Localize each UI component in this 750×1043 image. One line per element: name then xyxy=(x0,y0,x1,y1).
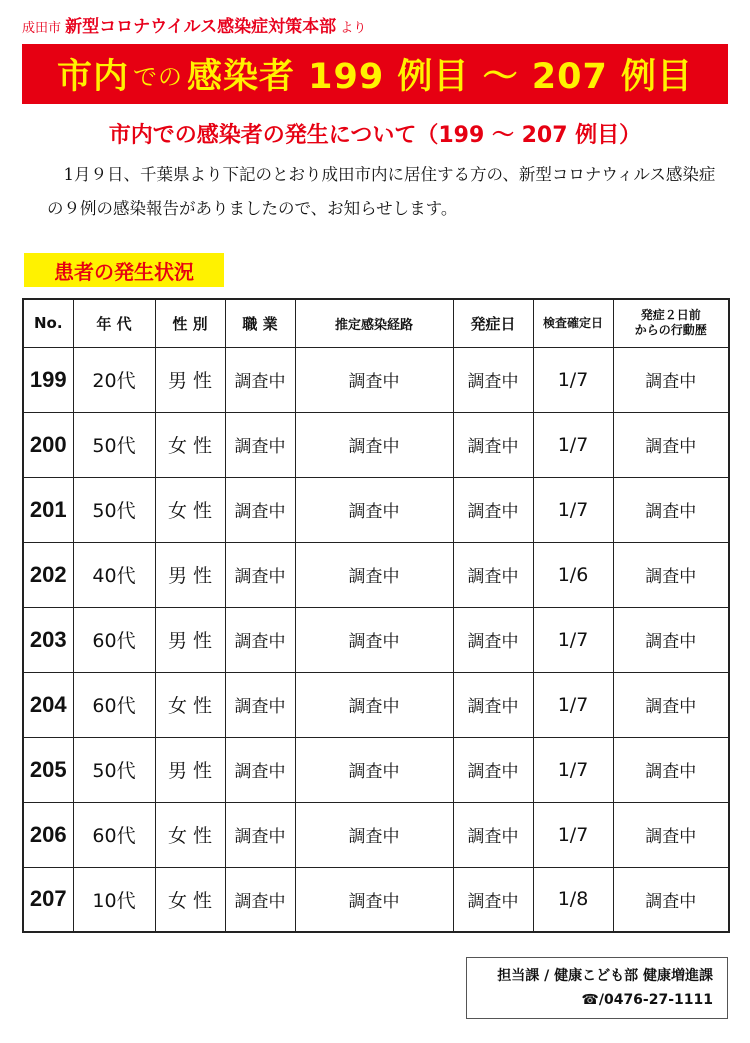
cell-age: 20代 xyxy=(73,347,155,412)
cell-onset: 調査中 xyxy=(453,867,533,932)
cell-no: 202 xyxy=(23,542,73,607)
cell-sex: 男 性 xyxy=(155,542,225,607)
cell-confirmed: 1/7 xyxy=(533,477,613,542)
cell-no: 203 xyxy=(23,607,73,672)
issuer-headquarters: 新型コロナウイルス感染症対策本部 xyxy=(65,17,337,37)
table-row xyxy=(23,477,729,542)
table-row xyxy=(23,607,729,672)
cell-sex: 女 性 xyxy=(155,672,225,737)
cell-route: 調査中 xyxy=(295,867,453,932)
banner-city-inside: 市内 xyxy=(56,57,129,97)
cell-route: 調査中 xyxy=(295,347,453,412)
cell-route: 調査中 xyxy=(295,607,453,672)
cell-age: 60代 xyxy=(73,607,155,672)
cell-route: 調査中 xyxy=(295,737,453,802)
cell-onset: 調査中 xyxy=(453,347,533,412)
cell-job: 調査中 xyxy=(225,412,295,477)
header-history-line2: からの行動歴 xyxy=(634,323,707,338)
table-row xyxy=(23,542,729,607)
cell-job: 調査中 xyxy=(225,542,295,607)
cell-confirmed: 1/7 xyxy=(533,802,613,867)
cell-sex: 女 性 xyxy=(155,477,225,542)
cell-sex: 女 性 xyxy=(155,802,225,867)
cell-sex: 男 性 xyxy=(155,607,225,672)
cell-onset: 調査中 xyxy=(453,542,533,607)
cell-route: 調査中 xyxy=(295,412,453,477)
table-row xyxy=(23,347,729,412)
cell-age: 50代 xyxy=(73,477,155,542)
header-no: No. xyxy=(23,299,73,347)
contact-department: 担当課 / 健康こども部 健康増進課 xyxy=(497,968,713,984)
cell-history: 調査中 xyxy=(613,672,729,737)
cell-history: 調査中 xyxy=(613,412,729,477)
cell-history: 調査中 xyxy=(613,737,729,802)
title-banner xyxy=(22,44,728,104)
cell-route: 調査中 xyxy=(295,802,453,867)
cell-sex: 女 性 xyxy=(155,867,225,932)
cell-confirmed: 1/7 xyxy=(533,412,613,477)
cell-confirmed: 1/8 xyxy=(533,867,613,932)
cell-age: 50代 xyxy=(73,737,155,802)
header-onset: 発症日 xyxy=(453,299,533,347)
cell-no: 201 xyxy=(23,477,73,542)
issuer-line xyxy=(22,12,366,37)
cell-sex: 男 性 xyxy=(155,347,225,412)
header-age: 年 代 xyxy=(73,299,155,347)
cell-job: 調査中 xyxy=(225,802,295,867)
cell-history: 調査中 xyxy=(613,347,729,412)
cell-job: 調査中 xyxy=(225,737,295,802)
cell-confirmed: 1/7 xyxy=(533,347,613,412)
header-confirmed: 検査確定日 xyxy=(533,299,613,347)
cell-no: 206 xyxy=(23,802,73,867)
cell-no: 204 xyxy=(23,672,73,737)
header-job: 職 業 xyxy=(225,299,295,347)
table-header-row xyxy=(23,299,729,347)
cell-onset: 調査中 xyxy=(453,477,533,542)
cell-confirmed: 1/7 xyxy=(533,672,613,737)
cell-no: 199 xyxy=(23,347,73,412)
cell-no: 205 xyxy=(23,737,73,802)
cell-sex: 女 性 xyxy=(155,412,225,477)
cell-age: 40代 xyxy=(73,542,155,607)
table-row xyxy=(23,672,729,737)
cell-history: 調査中 xyxy=(613,607,729,672)
cell-age: 60代 xyxy=(73,802,155,867)
cell-confirmed: 1/6 xyxy=(533,542,613,607)
header-sex: 性 別 xyxy=(155,299,225,347)
header-history-line1: 発症２日前 xyxy=(640,308,701,323)
cell-age: 60代 xyxy=(73,672,155,737)
issuer-suffix: より xyxy=(340,21,367,36)
cell-job: 調査中 xyxy=(225,477,295,542)
table-row xyxy=(23,802,729,867)
table-row xyxy=(23,737,729,802)
cell-no: 207 xyxy=(23,867,73,932)
cell-history: 調査中 xyxy=(613,542,729,607)
cell-onset: 調査中 xyxy=(453,607,533,672)
cell-job: 調査中 xyxy=(225,347,295,412)
issuer-city: 成田市 xyxy=(22,21,62,36)
cell-route: 調査中 xyxy=(295,542,453,607)
cell-confirmed: 1/7 xyxy=(533,607,613,672)
header-history xyxy=(613,299,729,347)
page-subtitle: 市内での感染者の発生について（199 ～ 207 例目） xyxy=(108,123,642,148)
cell-onset: 調査中 xyxy=(453,737,533,802)
table-row xyxy=(23,412,729,477)
cell-job: 調査中 xyxy=(225,867,295,932)
banner-case-range: 感染者 199 例目 ～ 207 例目 xyxy=(186,57,694,97)
cell-job: 調査中 xyxy=(225,607,295,672)
cell-onset: 調査中 xyxy=(453,802,533,867)
cell-history: 調査中 xyxy=(613,477,729,542)
cell-history: 調査中 xyxy=(613,802,729,867)
banner-particle: での xyxy=(132,62,183,91)
cell-job: 調査中 xyxy=(225,672,295,737)
cell-history: 調査中 xyxy=(613,867,729,932)
table-row xyxy=(23,867,729,932)
cell-onset: 調査中 xyxy=(453,672,533,737)
cell-age: 10代 xyxy=(73,867,155,932)
contact-box xyxy=(466,957,728,1019)
announcement-text: 1月９日、千葉県より下記のとおり成田市内に居住する方の、新型コロナウィルス感染症の９例の感染報告がありましたので、お知らせします。 xyxy=(47,165,716,218)
contact-phone: ☎/0476-27-1111 xyxy=(581,992,713,1008)
cell-route: 調査中 xyxy=(295,477,453,542)
cell-route: 調査中 xyxy=(295,672,453,737)
cell-age: 50代 xyxy=(73,412,155,477)
header-route: 推定感染経路 xyxy=(295,299,453,347)
cases-table xyxy=(22,298,730,933)
cell-onset: 調査中 xyxy=(453,412,533,477)
cell-no: 200 xyxy=(23,412,73,477)
cell-confirmed: 1/7 xyxy=(533,737,613,802)
section-label: 患者の発生状況 xyxy=(24,253,224,287)
cell-sex: 男 性 xyxy=(155,737,225,802)
